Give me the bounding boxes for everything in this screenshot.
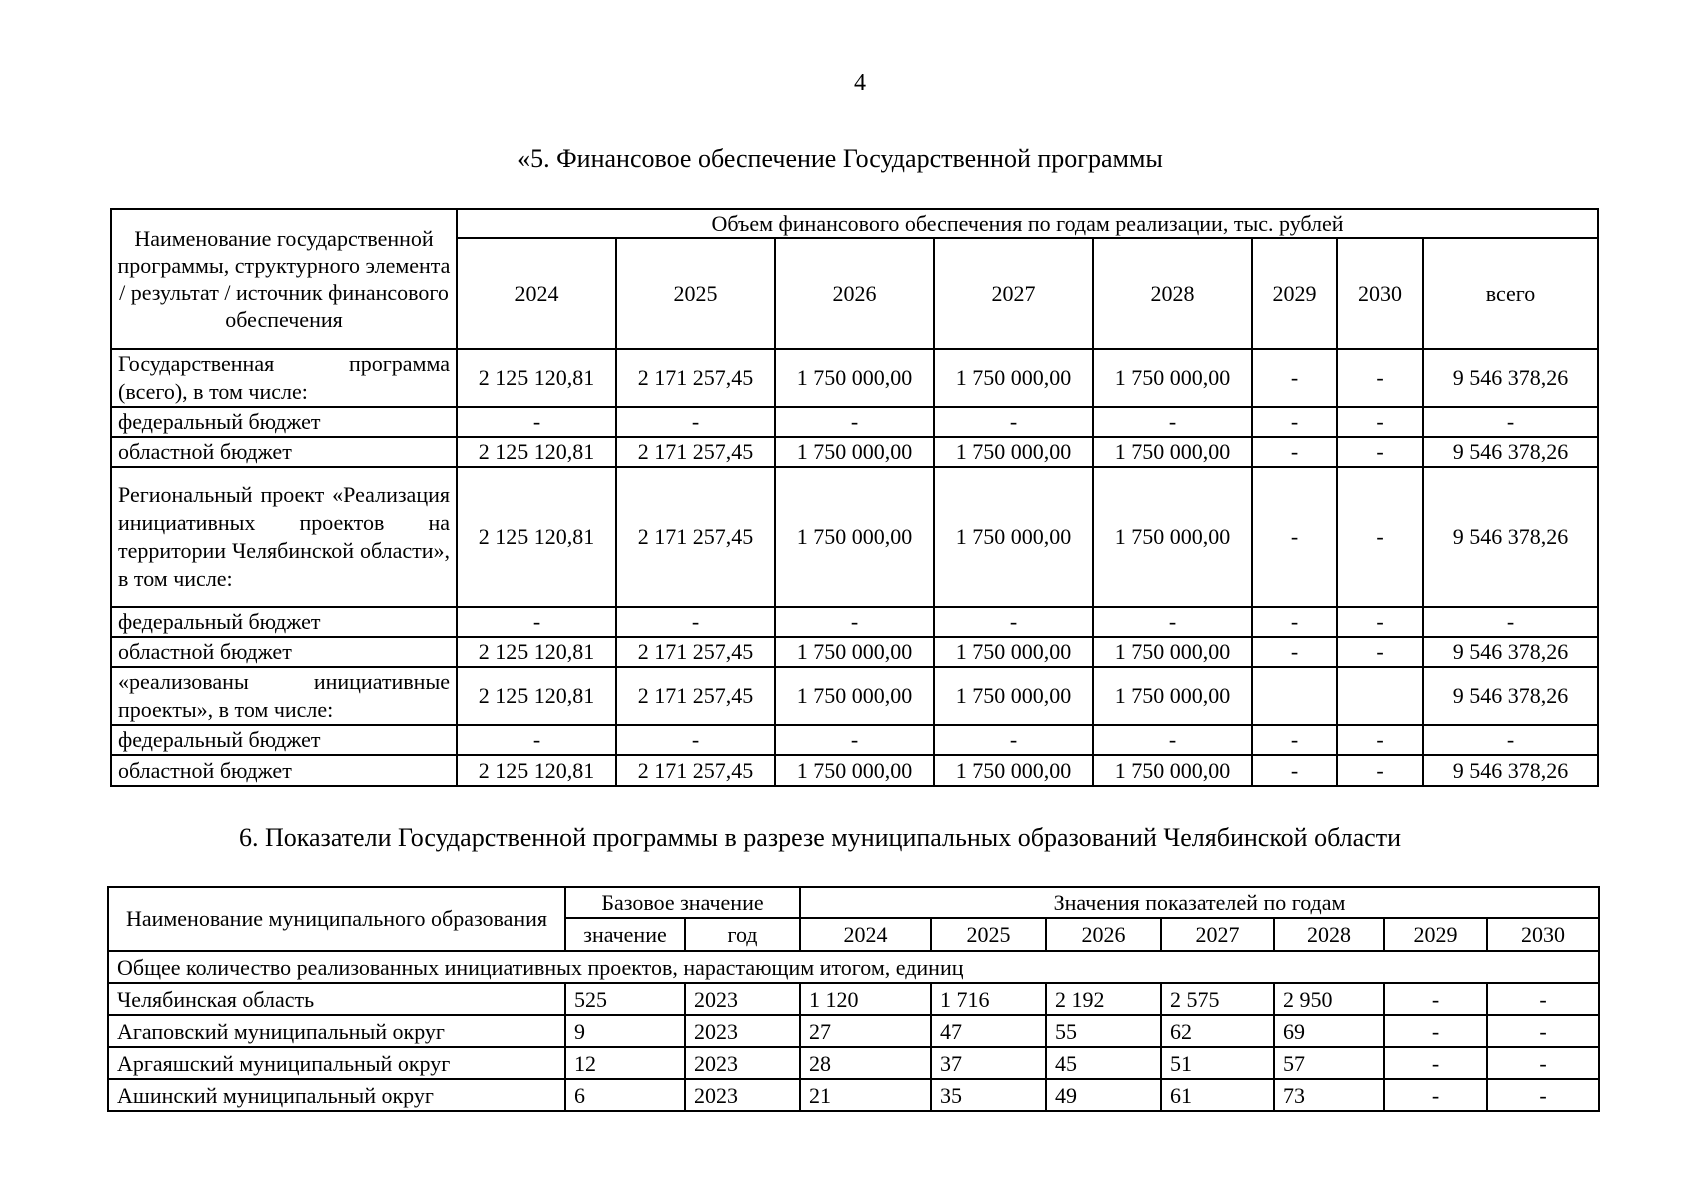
year-value: 1 120 [800, 983, 931, 1015]
program-name-header: Наименование государственной программы, структурного элемента / результат / источник финансового обеспечения [111, 209, 457, 349]
row-value: - [1093, 725, 1252, 755]
row-value: 1 750 000,00 [934, 349, 1093, 407]
year-header: 2030 [1337, 238, 1423, 349]
year-header: 2030 [1487, 918, 1599, 951]
row-value: - [775, 607, 934, 637]
yearly-values-header: Значения показателей по годам [800, 887, 1599, 918]
row-value: - [1337, 607, 1423, 637]
row-name: федеральный бюджет [111, 725, 457, 755]
year-value: 28 [800, 1047, 931, 1079]
row-name: областной бюджет [111, 437, 457, 467]
row-value [1252, 667, 1337, 725]
row-value: 9 546 378,26 [1423, 667, 1598, 725]
base-value-subheader: значение [565, 918, 685, 951]
base-year: 2023 [685, 983, 800, 1015]
row-value: - [1337, 637, 1423, 667]
row-name: областной бюджет [111, 637, 457, 667]
year-value: 61 [1161, 1079, 1274, 1111]
row-value: - [457, 407, 616, 437]
row-value [1337, 667, 1423, 725]
row-value: - [1252, 349, 1337, 407]
row-value: - [1337, 467, 1423, 607]
row-value: 9 546 378,26 [1423, 755, 1598, 786]
row-value: 2 171 257,45 [616, 437, 775, 467]
year-value: 57 [1274, 1047, 1384, 1079]
year-value: 62 [1161, 1015, 1274, 1047]
base-year: 2023 [685, 1047, 800, 1079]
year-value: 35 [931, 1079, 1046, 1111]
row-value: 1 750 000,00 [1093, 467, 1252, 607]
row-value: - [457, 725, 616, 755]
year-header: 2029 [1252, 238, 1337, 349]
year-value: 2 192 [1046, 983, 1161, 1015]
row-value: - [457, 607, 616, 637]
row-value: 1 750 000,00 [934, 637, 1093, 667]
row-value: 1 750 000,00 [775, 437, 934, 467]
row-value: 2 125 120,81 [457, 349, 616, 407]
row-value: 9 546 378,26 [1423, 437, 1598, 467]
municipality-row [108, 1079, 1599, 1111]
row-value: - [1252, 725, 1337, 755]
row-value: - [616, 407, 775, 437]
financing-row [111, 637, 1598, 667]
row-value: 2 125 120,81 [457, 467, 616, 607]
year-value: 1 716 [931, 983, 1046, 1015]
municipality-name: Аргаяшский муниципальный округ [108, 1047, 565, 1079]
row-name: Региональный проект «Реализация инициативных проектов на территории Челябинской области», в том числе: [111, 467, 457, 607]
row-value: 1 750 000,00 [775, 467, 934, 607]
year-header: 2025 [931, 918, 1046, 951]
indicator-title: Общее количество реализованных инициативных проектов, нарастающим итогом, единиц [108, 951, 1599, 983]
row-value: 1 750 000,00 [775, 755, 934, 786]
row-value: - [934, 725, 1093, 755]
financing-row [111, 725, 1598, 755]
year-header: 2029 [1384, 918, 1487, 951]
year-value: 45 [1046, 1047, 1161, 1079]
row-value: - [616, 725, 775, 755]
row-value: - [1337, 407, 1423, 437]
year-value: - [1384, 1015, 1487, 1047]
year-value: 21 [800, 1079, 931, 1111]
year-header: 2028 [1274, 918, 1384, 951]
section-5-title: «5. Финансовое обеспечение Государственной программы [517, 144, 1163, 173]
year-header: 2026 [775, 238, 934, 349]
financing-volume-header: Объем финансового обеспечения по годам реализации, тыс. рублей [457, 209, 1598, 238]
row-name: «реализованы инициативные проекты», в том числе: [111, 667, 457, 725]
row-value: - [1423, 607, 1598, 637]
row-value: - [1337, 437, 1423, 467]
row-name: Государственная программа (всего), в том числе: [111, 349, 457, 407]
row-value: - [1093, 607, 1252, 637]
row-value: - [1252, 407, 1337, 437]
municipality-name: Челябинская область [108, 983, 565, 1015]
row-value: - [1252, 637, 1337, 667]
municipality-name: Агаповский муниципальный округ [108, 1015, 565, 1047]
row-value: 9 546 378,26 [1423, 467, 1598, 607]
row-value: 2 171 257,45 [616, 349, 775, 407]
row-value: - [775, 407, 934, 437]
financing-row [111, 407, 1598, 437]
row-value: 1 750 000,00 [934, 755, 1093, 786]
base-value: 9 [565, 1015, 685, 1047]
row-name: областной бюджет [111, 755, 457, 786]
row-value: 2 171 257,45 [616, 755, 775, 786]
row-value: - [1252, 467, 1337, 607]
row-value: 1 750 000,00 [934, 437, 1093, 467]
year-value: 47 [931, 1015, 1046, 1047]
row-value: - [1337, 755, 1423, 786]
financing-row [111, 467, 1598, 607]
year-value: 37 [931, 1047, 1046, 1079]
row-value: 2 125 120,81 [457, 755, 616, 786]
year-header: 2027 [934, 238, 1093, 349]
total-header: всего [1423, 238, 1598, 349]
base-value: 525 [565, 983, 685, 1015]
year-value: - [1487, 1015, 1599, 1047]
row-name: федеральный бюджет [111, 407, 457, 437]
row-value: - [1337, 725, 1423, 755]
base-value-header: Базовое значение [565, 887, 800, 918]
municipality-name-header: Наименование муниципального образования [108, 887, 565, 951]
municipality-row [108, 1015, 1599, 1047]
municipality-name: Ашинский муниципальный округ [108, 1079, 565, 1111]
financing-row [111, 607, 1598, 637]
year-value: - [1487, 983, 1599, 1015]
section-6-title: 6. Показатели Государственной программы в разрезе муниципальных образований Челябинской области [239, 823, 1401, 852]
year-value: - [1384, 1047, 1487, 1079]
row-value: 1 750 000,00 [934, 467, 1093, 607]
row-value: - [934, 407, 1093, 437]
year-header: 2028 [1093, 238, 1252, 349]
page-number: 4 [854, 70, 866, 96]
municipality-row [108, 1047, 1599, 1079]
year-header: 2027 [1161, 918, 1274, 951]
row-value: - [1093, 407, 1252, 437]
base-year: 2023 [685, 1015, 800, 1047]
row-value: 1 750 000,00 [1093, 667, 1252, 725]
year-value: - [1487, 1047, 1599, 1079]
base-year: 2023 [685, 1079, 800, 1111]
financing-row [111, 667, 1598, 725]
row-value: - [1252, 607, 1337, 637]
row-value: 2 171 257,45 [616, 667, 775, 725]
row-value: 1 750 000,00 [775, 637, 934, 667]
row-value: 1 750 000,00 [1093, 755, 1252, 786]
row-value: - [934, 607, 1093, 637]
year-header: 2024 [457, 238, 616, 349]
row-value: 2 171 257,45 [616, 637, 775, 667]
base-year-subheader: год [685, 918, 800, 951]
financing-row [111, 349, 1598, 407]
financing-row [111, 755, 1598, 786]
row-value: - [616, 607, 775, 637]
row-value: 1 750 000,00 [934, 667, 1093, 725]
row-value: 1 750 000,00 [1093, 349, 1252, 407]
year-value: - [1384, 1079, 1487, 1111]
year-value: - [1487, 1079, 1599, 1111]
row-value: - [1252, 437, 1337, 467]
row-value: 1 750 000,00 [1093, 637, 1252, 667]
year-value: 73 [1274, 1079, 1384, 1111]
financing-table [110, 208, 1599, 787]
row-value: 2 125 120,81 [457, 667, 616, 725]
row-value: - [1252, 755, 1337, 786]
year-header: 2026 [1046, 918, 1161, 951]
year-value: 49 [1046, 1079, 1161, 1111]
row-value: 9 546 378,26 [1423, 349, 1598, 407]
year-value: 27 [800, 1015, 931, 1047]
financing-row [111, 437, 1598, 467]
row-value: 2 125 120,81 [457, 637, 616, 667]
year-value: 2 950 [1274, 983, 1384, 1015]
row-value: 9 546 378,26 [1423, 637, 1598, 667]
row-name: федеральный бюджет [111, 607, 457, 637]
row-value: - [775, 725, 934, 755]
year-value: 2 575 [1161, 983, 1274, 1015]
base-value: 6 [565, 1079, 685, 1111]
base-value: 12 [565, 1047, 685, 1079]
year-value: 55 [1046, 1015, 1161, 1047]
row-value: 1 750 000,00 [775, 349, 934, 407]
row-value: 1 750 000,00 [1093, 437, 1252, 467]
row-value: - [1423, 407, 1598, 437]
year-value: - [1384, 983, 1487, 1015]
indicators-table [107, 886, 1600, 1112]
year-header: 2025 [616, 238, 775, 349]
year-header: 2024 [800, 918, 931, 951]
row-value: 2 171 257,45 [616, 467, 775, 607]
municipality-row [108, 983, 1599, 1015]
year-value: 69 [1274, 1015, 1384, 1047]
row-value: - [1423, 725, 1598, 755]
year-value: 51 [1161, 1047, 1274, 1079]
row-value: 2 125 120,81 [457, 437, 616, 467]
row-value: 1 750 000,00 [775, 667, 934, 725]
row-value: - [1337, 349, 1423, 407]
